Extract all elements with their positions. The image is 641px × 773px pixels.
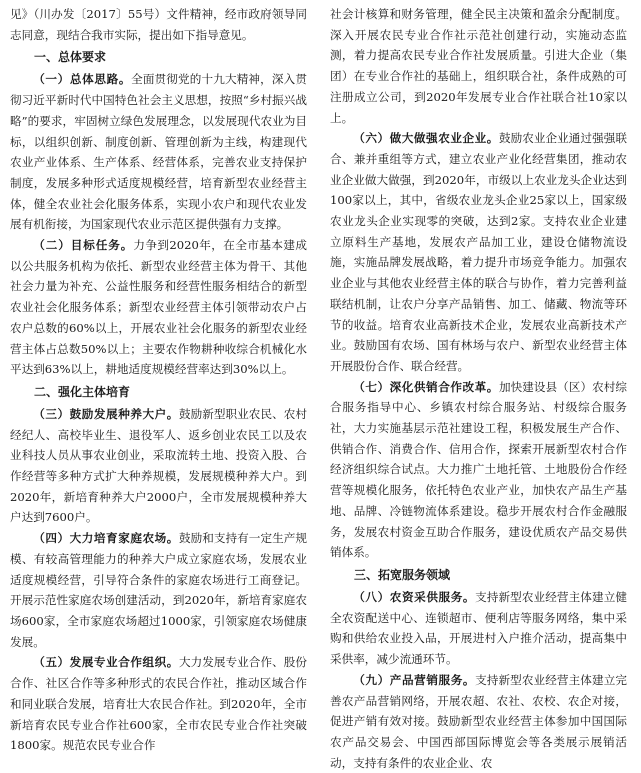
paragraph-text: 大力发展专业合作、股份合作、社区合作等多种形式的农民合作社，推动区域合作和同业联合发展，培育壮大农民合作社。到2020年，全市新培育农民专业合作社600家，全市农民专业合作社突破1800家。规范农民专业合作: [10, 655, 307, 753]
intro-paragraph: 见》（川办发〔2017〕55号）文件精神，经市政府领导同志同意，现结合我市实际，提出如下指导意见。: [10, 7, 307, 42]
paragraph-text: 鼓励农业企业通过强强联合、兼并重组等方式，建立农业产业化经营集团，推动农业企业做大做强，到2020年，市级以上农业龙头企业达到100家以上，其中，省级农业龙头企业25家以上，国家级农业龙头企业实现零的突破，达到2家。支持农业企业建立原料生产基地，发展农产品加工业，建设仓储物流设施，实施品牌发展战略，着力提升市场竞争能力。加强农业企业与其他农业经营主体的联合与协作，着力完善利益联结机制，让农户分享产品销售、加工、储藏、物流等环节的收益。培育农业高新技术企业，发展农业高新技术产业。鼓励国有农场、国有林场与农户、新型农业经营主体开展股份合作、联合经营。: [330, 131, 627, 373]
paragraph-lead: （四）大力培育家庭农场。: [33, 531, 179, 546]
paragraph-lead: （五）发展专业合作组织。: [33, 655, 179, 670]
section-heading-general-requirements: 一、总体要求: [34, 50, 107, 65]
paragraph-text: 全面贯彻党的十九大精神，深入贯彻习近平新时代中国特色社会主义思想，按照“乡村振兴战略”的要求，牢固树立绿色发展理念，以发展现代农业为目标，以组织创新、制度创新、管理创新为主线，构建现代农业产业体系、生产体系、经营体系，完善农业支持保护制度，发展多种形式适度规模经营，培育新型农业经营主体，健全农业社会化服务体系，实现小农户和现代农业发展有机衔接，为国家现代农业示范区提供强有力支撑。: [10, 72, 307, 232]
left-column: [10, 4, 307, 756]
paragraph-text: 支持新型农业经营主体建立完善农产品营销网络，开展农超、农社、农校、农企对接，促进产销有效对接。鼓励新型农业经营主体参加中国国际农产品交易会、中国西部国际博览会等各类展示展销活动，支持有条件的农业企业、农: [330, 672, 627, 770]
paragraph-cooperatives: [10, 652, 307, 756]
paragraph-large-farmers: [10, 404, 307, 528]
section-heading-strengthen-entities: 二、强化主体培育: [34, 384, 131, 399]
paragraph-targets: [10, 235, 307, 380]
paragraph-marketing: [330, 670, 627, 773]
paragraph-supply-marketing-reform: [330, 377, 627, 563]
paragraph-text: 力争到2020年，在全市基本建成以公共服务机构为依托、新型农业经营主体为骨干、其他社会力量为补充、公益性服务和经营性服务相结合的新型农业社会化服务体系；新型农业经营主体引领带动农户占农户总数的60%以上，开展农业社会化服务的新型农业经营主体占总数50%以上；主要农作物耕种收综合机械化水平达到63%以上，耕地适度规模经营率达到30%以上。: [10, 238, 307, 377]
paragraph-agri-enterprises: [330, 128, 627, 376]
paragraph-lead: （一）总体思路。: [33, 72, 132, 87]
paragraph-lead: （九）产品营销服务。: [353, 672, 476, 687]
section-heading-expand-services: 三、拓宽服务领域: [354, 567, 451, 582]
paragraph-text: 鼓励和支持有一定生产规模、有较高管理能力的种养大户成立家庭农场，发展农业适度规模经营，引导符合条件的家庭农场进行工商登记。开展示范性家庭农场创建活动，到2020年，新培育家庭农场600家，全市家庭农场超过1000家，引领家庭农场健康发展。: [10, 531, 307, 649]
paragraph-text: 支持新型农业经营主体建立健全农资配送中心、连锁超市、便利店等服务网络，集中采购和供给农业投入品，开展进村入户推介活动，提高集中采供率，减少流通环节。: [330, 589, 627, 667]
paragraph-lead: （八）农资采供服务。: [353, 589, 476, 604]
right-column: [330, 4, 627, 773]
paragraph-family-farms: [10, 528, 307, 652]
paragraph-lead: （六）做大做强农业企业。: [353, 131, 499, 146]
paragraph-lead: （七）深化供销合作改革。: [353, 379, 499, 394]
paragraph-text: 加快建设县（区）农村综合服务指导中心、乡镇农村综合服务站、村级综合服务社，大力实施基层示范社建设工程，积极发展生产合作、供销合作、消费合作、信用合作，探索开展新型农村合作经济组织综合试点。大力推广土地托管、土地股份合作经营等规模化服务，依托特色农业产业，加快农产品生产基地、品牌、冷链物流体系建设。稳步开展农村合作金融服务，发展农村资金互助合作服务，建设优质农产品交易供销体系。: [330, 379, 627, 560]
paragraph-overall-approach: [10, 69, 307, 235]
paragraph-lead: （二）目标任务。: [33, 238, 134, 253]
paragraph-lead: （三）鼓励发展种养大户。: [33, 406, 179, 421]
paragraph-text: 鼓励新型职业农民、农村经纪人、高校毕业生、退役军人、返乡创业农民工以及农业科技人员从事农业创业，采取流转土地、投资入股、合作经营等多种方式扩大种养规模，发展规模种养大户。到2020年，新培育种养大户2000户，全市发展规模种养大户达到7600户。: [10, 406, 307, 525]
paragraph-input-supply: [330, 587, 627, 670]
continued-paragraph: 社会计核算和财务管理，健全民主决策和盈余分配制度。深入开展农民专业合作社示范社创建行动，实施动态监测，着力提高农民专业合作社发展质量。引进大企业（集团）在专业合作社的基础上，组织联合社，条件成熟的可注册成立公司，到2020年发展专业合作社联合社10家以上。: [330, 7, 627, 125]
